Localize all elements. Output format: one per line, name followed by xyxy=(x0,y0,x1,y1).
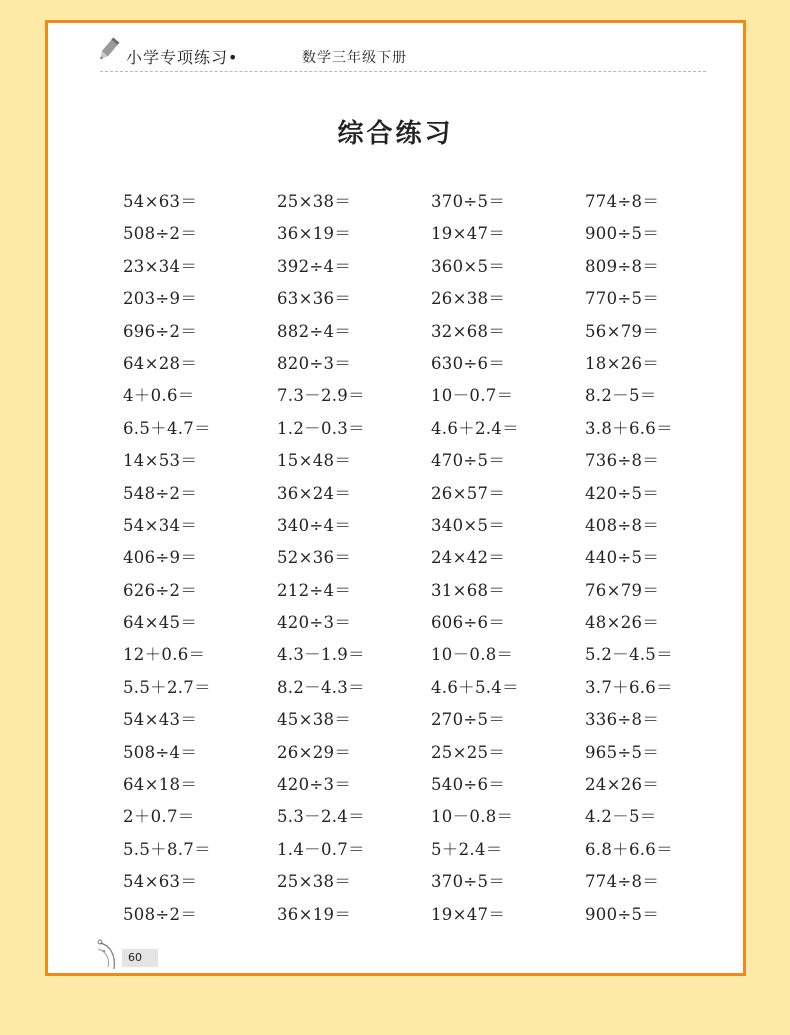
math-problem: 5＋2.4＝ xyxy=(431,839,503,859)
math-problem: 56×79＝ xyxy=(585,321,660,341)
math-problem: 212÷4＝ xyxy=(277,580,352,600)
math-problem: 2＋0.7＝ xyxy=(123,807,195,827)
math-problem: 6.5＋4.7＝ xyxy=(123,418,211,438)
math-problem: 696÷2＝ xyxy=(123,321,198,341)
math-problem: 10－0.8＝ xyxy=(431,645,514,665)
math-problem: 10－0.8＝ xyxy=(431,807,514,827)
series-name: 小学专项练习• xyxy=(126,48,239,67)
math-problem: 774÷8＝ xyxy=(585,192,660,211)
worksheet-page xyxy=(45,20,746,976)
math-problem: 203÷9＝ xyxy=(123,289,198,309)
math-problem: 36×19＝ xyxy=(277,224,352,244)
math-problem: 5.5＋2.7＝ xyxy=(123,677,211,697)
math-problem: 420÷3＝ xyxy=(277,613,352,633)
math-problem: 408÷8＝ xyxy=(585,515,660,535)
math-problem: 774÷8＝ xyxy=(585,872,660,892)
math-problem: 882÷4＝ xyxy=(277,321,352,341)
math-problem: 420÷5＝ xyxy=(585,483,660,503)
math-problem: 25×38＝ xyxy=(277,192,352,211)
page-header xyxy=(100,43,706,72)
math-problem: 54×63＝ xyxy=(123,192,198,211)
math-problem: 19×47＝ xyxy=(431,224,506,244)
math-problem: 4.2－5＝ xyxy=(585,807,657,827)
math-problem: 64×28＝ xyxy=(123,353,198,373)
math-problem: 25×25＝ xyxy=(431,742,506,762)
math-problem: 54×43＝ xyxy=(123,710,198,730)
math-problem: 12＋0.6＝ xyxy=(123,645,206,665)
math-problem: 52×36＝ xyxy=(277,548,352,568)
math-problem: 820÷3＝ xyxy=(277,353,352,373)
math-problem: 25×38＝ xyxy=(277,872,352,892)
math-problem: 1.2－0.3＝ xyxy=(277,418,365,438)
math-problem: 26×38＝ xyxy=(431,289,506,309)
page-title: 综合练习 xyxy=(337,119,454,149)
math-problem: 370÷5＝ xyxy=(431,872,506,892)
math-problem: 630÷6＝ xyxy=(431,353,506,373)
math-problem: 340×5＝ xyxy=(431,515,506,535)
math-problem: 76×79＝ xyxy=(585,580,660,600)
math-problem: 15×48＝ xyxy=(277,451,352,471)
math-problem: 8.2－4.3＝ xyxy=(277,677,365,697)
math-problem: 270÷5＝ xyxy=(431,710,506,730)
math-problem: 24×42＝ xyxy=(431,548,506,568)
math-problem: 32×68＝ xyxy=(431,321,506,341)
math-problem: 965÷5＝ xyxy=(585,742,660,762)
math-problem: 5.2－4.5＝ xyxy=(585,645,673,665)
problem-grid xyxy=(123,186,739,931)
math-problem: 626÷2＝ xyxy=(123,580,198,600)
math-problem: 370÷5＝ xyxy=(431,192,506,211)
math-problem: 900÷5＝ xyxy=(585,224,660,244)
math-problem: 508÷4＝ xyxy=(123,742,198,762)
math-problem: 64×18＝ xyxy=(123,775,198,795)
math-problem: 392÷4＝ xyxy=(277,256,352,276)
math-problem: 900÷5＝ xyxy=(585,904,660,924)
math-problem: 24×26＝ xyxy=(585,775,660,795)
page-footer xyxy=(96,937,216,971)
math-problem: 54×63＝ xyxy=(123,872,198,892)
math-problem: 420÷3＝ xyxy=(277,775,352,795)
math-problem: 14×53＝ xyxy=(123,451,198,471)
math-problem: 19×47＝ xyxy=(431,904,506,924)
math-problem: 360×5＝ xyxy=(431,256,506,276)
math-problem: 63×36＝ xyxy=(277,289,352,309)
math-problem: 440÷5＝ xyxy=(585,548,660,568)
math-problem: 548÷2＝ xyxy=(123,483,198,503)
math-problem: 31×68＝ xyxy=(431,580,506,600)
math-problem: 540÷6＝ xyxy=(431,775,506,795)
math-problem: 809÷8＝ xyxy=(585,256,660,276)
math-problem: 7.3－2.9＝ xyxy=(277,386,365,406)
math-problem: 1.4－0.7＝ xyxy=(277,839,365,859)
math-problem: 23×34＝ xyxy=(123,256,198,276)
math-problem: 4＋0.6＝ xyxy=(123,386,195,406)
page-number: 60 xyxy=(122,949,158,967)
math-problem: 18×26＝ xyxy=(585,353,660,373)
math-problem: 6.8＋6.6＝ xyxy=(585,839,673,859)
pencil-icon xyxy=(94,35,122,65)
math-problem: 54×34＝ xyxy=(123,515,198,535)
math-problem: 36×19＝ xyxy=(277,904,352,924)
math-problem: 508÷2＝ xyxy=(123,904,198,924)
math-problem: 26×29＝ xyxy=(277,742,352,762)
math-problem: 606÷6＝ xyxy=(431,613,506,633)
math-problem: 36×24＝ xyxy=(277,483,352,503)
math-problem: 5.5＋8.7＝ xyxy=(123,839,211,859)
math-problem: 736÷8＝ xyxy=(585,451,660,471)
math-problem: 770÷5＝ xyxy=(585,289,660,309)
math-problem: 4.3－1.9＝ xyxy=(277,645,365,665)
math-problem: 4.6＋2.4＝ xyxy=(431,418,519,438)
math-problem: 340÷4＝ xyxy=(277,515,352,535)
math-problem: 8.2－5＝ xyxy=(585,386,657,406)
math-problem: 3.8＋6.6＝ xyxy=(585,418,673,438)
math-problem: 508÷2＝ xyxy=(123,224,198,244)
book-subtitle: 数学三年级下册 xyxy=(302,50,407,66)
math-problem: 406÷9＝ xyxy=(123,548,198,568)
math-problem: 4.6＋5.4＝ xyxy=(431,677,519,697)
math-problem: 470÷5＝ xyxy=(431,451,506,471)
math-problem: 5.3－2.4＝ xyxy=(277,807,365,827)
math-problem: 10－0.7＝ xyxy=(431,386,514,406)
math-problem: 26×57＝ xyxy=(431,483,506,503)
math-problem: 48×26＝ xyxy=(585,613,660,633)
math-problem: 45×38＝ xyxy=(277,710,352,730)
math-problem: 3.7＋6.6＝ xyxy=(585,677,673,697)
math-problem: 336÷8＝ xyxy=(585,710,660,730)
math-problem: 64×45＝ xyxy=(123,613,198,633)
